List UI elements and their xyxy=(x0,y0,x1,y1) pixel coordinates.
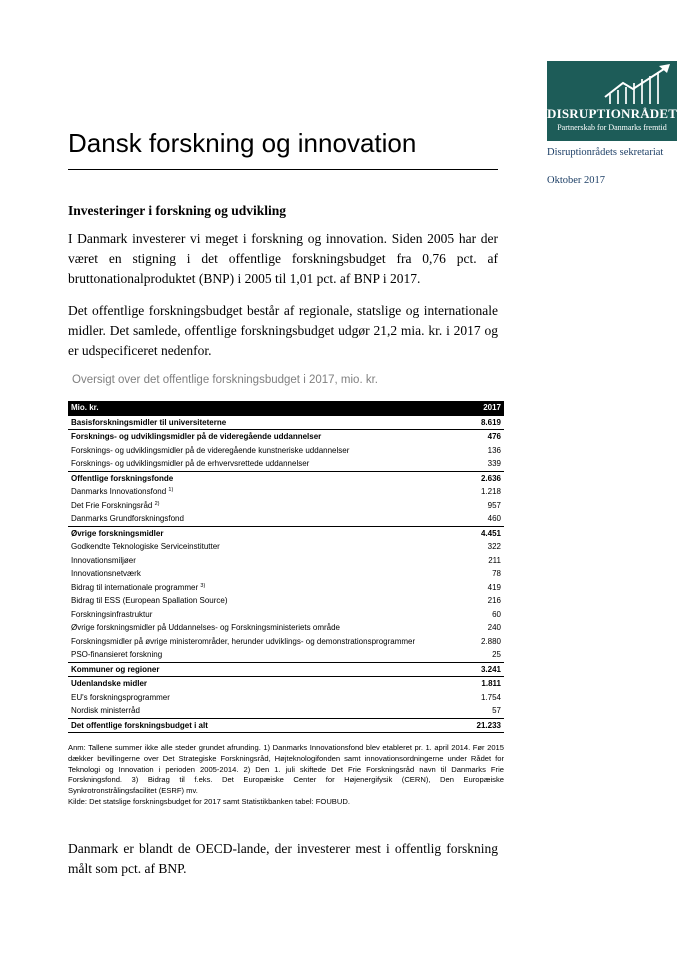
row-label xyxy=(68,581,458,595)
table-row xyxy=(68,594,504,608)
row-label xyxy=(68,444,458,458)
row-label-text: Innovationsnetværk xyxy=(71,569,141,578)
row-value: 2.636 xyxy=(458,471,504,485)
row-label-text: Forsknings- og udviklingsmidler på de erhvervsrettede uddannelser xyxy=(71,459,310,468)
table-row xyxy=(68,444,504,458)
row-label xyxy=(68,499,458,513)
table-caption: Oversigt over det offentlige forskningsbudget i 2017, mio. kr. xyxy=(72,374,378,386)
row-value: 419 xyxy=(487,582,501,592)
table-row xyxy=(68,526,504,540)
row-label xyxy=(68,621,458,635)
row-label-text: Danmarks Grundforskningsfond xyxy=(71,514,184,523)
row-value: 1.218 xyxy=(480,487,501,496)
row-value: 136 xyxy=(487,445,501,455)
table-row xyxy=(68,457,504,471)
table-row xyxy=(68,415,504,430)
table-row xyxy=(68,499,504,513)
rising-arrow-icon xyxy=(547,61,677,109)
row-label xyxy=(68,608,458,622)
row-value: 2.880 xyxy=(480,636,501,646)
row-label-text: Forskningsmidler på øvrige ministerområder, herunder udviklings- og demonstrationsprogrammer xyxy=(71,636,416,646)
row-label xyxy=(68,704,458,718)
row-label xyxy=(68,540,458,554)
row-label-text: Forsknings- og udviklingsmidler på de videregående uddannelser xyxy=(71,432,322,441)
row-value: 60 xyxy=(492,609,501,619)
row-value: 240 xyxy=(487,623,501,632)
row-value: 322 xyxy=(487,542,501,551)
row-value: 78 xyxy=(492,569,501,578)
row-value: 8.619 xyxy=(458,415,504,430)
table-row xyxy=(68,677,504,691)
row-value: 1.811 xyxy=(458,677,504,691)
table-row xyxy=(68,608,504,622)
row-value: 957 xyxy=(487,500,501,510)
table-row xyxy=(68,540,504,554)
row-label-text: Udenlandske midler xyxy=(71,679,148,688)
note-source: Kilde: Det statslige forskningsbudget for 2017 samt Statistikbanken tabel: FOUBUD. xyxy=(68,796,350,806)
row-value: 216 xyxy=(487,596,501,605)
row-label xyxy=(68,554,458,568)
row-label xyxy=(68,662,458,677)
row-label xyxy=(68,648,458,662)
secretariat-label: Disruptionrådets sekretariat xyxy=(547,147,664,158)
row-label-text: Det Frie Forskningsråd xyxy=(71,500,153,510)
row-label-text: Offentlige forskningsfonde xyxy=(71,473,174,483)
row-label xyxy=(68,635,458,649)
row-label-text: EU's forskningsprogrammer xyxy=(71,692,170,702)
row-label-text: Bidrag til ESS (European Spallation Source) xyxy=(71,596,228,605)
logo-name: DISRUPTIONRÅDET xyxy=(547,106,678,121)
row-label xyxy=(68,485,458,499)
row-value: 476 xyxy=(458,430,504,444)
table-row xyxy=(68,554,504,568)
table-row xyxy=(68,485,504,499)
note-text: Anm: Tallene summer ikke alle steder grundet afrunding. 1) Danmarks Innovationsfond blev etableret pr. 1. april 2014. Før 2015 dækker bevillingerne over Det Strategiske Forskningsråd, Højteknologifonden samt innovationsordningerne under Rådet for Teknologi og Innovation i perioden 2005-2014. 2) Den 1. juli skiftede Det Frie Forskningsråd navn til Danmarks Frie Forskningsfond. 3) Bidrag til f.eks. Det Europæiske Center for Højenergifysik (CERN), Den Europæiske Synkrotronstrålingsfacilitet (ESRF) mv. xyxy=(68,743,504,796)
row-label-text: Kommuner og regioner xyxy=(71,664,160,674)
table-row xyxy=(68,662,504,677)
intro-paragraph: I Danmark investerer vi meget i forskning og innovation. Siden 2005 har der været en stigning i det offentlige forskningsbudget fra 0,76 pct. af bruttonationalproduktet (BNP) i 2005 til 1,01 pct. af BNP i 2017. xyxy=(68,231,498,286)
row-value: 57 xyxy=(492,706,501,715)
page-title: Dansk forskning og innovation xyxy=(68,128,417,158)
row-value: 3.241 xyxy=(458,662,504,677)
footnote-marker: 1) xyxy=(168,487,174,493)
row-label xyxy=(68,567,458,581)
row-value: 339 xyxy=(487,459,501,468)
row-label-text: PSO-finansieret forskning xyxy=(71,650,163,659)
table-row xyxy=(68,581,504,595)
table-row xyxy=(68,430,504,444)
row-label-text: Forsknings- og udviklingsmidler på de videregående kunstneriske uddannelser xyxy=(71,445,350,455)
section-heading: Investeringer i forskning og udvikling xyxy=(68,203,287,218)
table-row xyxy=(68,648,504,662)
header-year: 2017 xyxy=(458,401,504,415)
row-label xyxy=(68,415,458,430)
row-label-text: Basisforskningsmidler til universiteterne xyxy=(71,417,227,427)
row-label-text: Bidrag til internationale programmer xyxy=(71,582,199,592)
total-value: 21.233 xyxy=(458,718,504,733)
row-value: 1.754 xyxy=(480,692,501,702)
footnote-marker: 3) xyxy=(200,582,206,589)
table-row xyxy=(68,512,504,526)
row-value: 460 xyxy=(487,514,501,523)
title-rule xyxy=(68,169,498,170)
disruptionraadet-logo xyxy=(547,61,677,141)
row-label xyxy=(68,594,458,608)
oecd-paragraph: Danmark er blandt de OECD-lande, der investerer mest i offentlig forskning målt som pct. af BNP. xyxy=(68,841,498,876)
row-label xyxy=(68,677,458,691)
total-label: Det offentlige forskningsbudget i alt xyxy=(68,718,458,733)
budget-table xyxy=(68,401,504,733)
row-label-text: Nordisk ministerråd xyxy=(71,706,140,715)
row-label-text: Øvrige forskningsmidler på Uddannelses- og Forskningsministeriets område xyxy=(71,623,341,632)
row-label-text: Øvrige forskningsmidler xyxy=(71,528,164,538)
table-row xyxy=(68,704,504,718)
table-row xyxy=(68,471,504,485)
row-value: 211 xyxy=(488,555,501,565)
table-row xyxy=(68,635,504,649)
row-label xyxy=(68,512,458,526)
row-label xyxy=(68,457,458,471)
table-row xyxy=(68,621,504,635)
table-row xyxy=(68,567,504,581)
row-label-text: Godkendte Teknologiske Serviceinstitutter xyxy=(71,542,220,551)
table-row xyxy=(68,691,504,705)
row-value: 4.451 xyxy=(458,526,504,540)
budget-paragraph: Det offentlige forskningsbudget består af regionale, statslige og internationale midler. Det samlede, offentlige forskningsbudget udgør 21,2 mia. kr. i 2017 og er udspecificeret nedenfor. xyxy=(68,303,498,358)
row-label-text: Danmarks Innovationsfond xyxy=(71,487,167,496)
header-label: Mio. kr. xyxy=(68,401,458,415)
publication-date: Oktober 2017 xyxy=(547,175,606,186)
row-label xyxy=(68,526,458,540)
table-note xyxy=(68,743,504,808)
row-label-text: Innovationsmiljøer xyxy=(71,555,136,565)
logo-tagline: Partnerskab for Danmarks fremtid xyxy=(557,123,667,132)
row-label xyxy=(68,471,458,485)
row-label xyxy=(68,691,458,705)
row-label-text: Forskningsinfrastruktur xyxy=(71,609,153,619)
table-header-row xyxy=(68,401,504,415)
row-label xyxy=(68,430,458,444)
table-total-row xyxy=(68,718,504,733)
row-value: 25 xyxy=(492,650,501,659)
footnote-marker: 2) xyxy=(154,500,160,507)
